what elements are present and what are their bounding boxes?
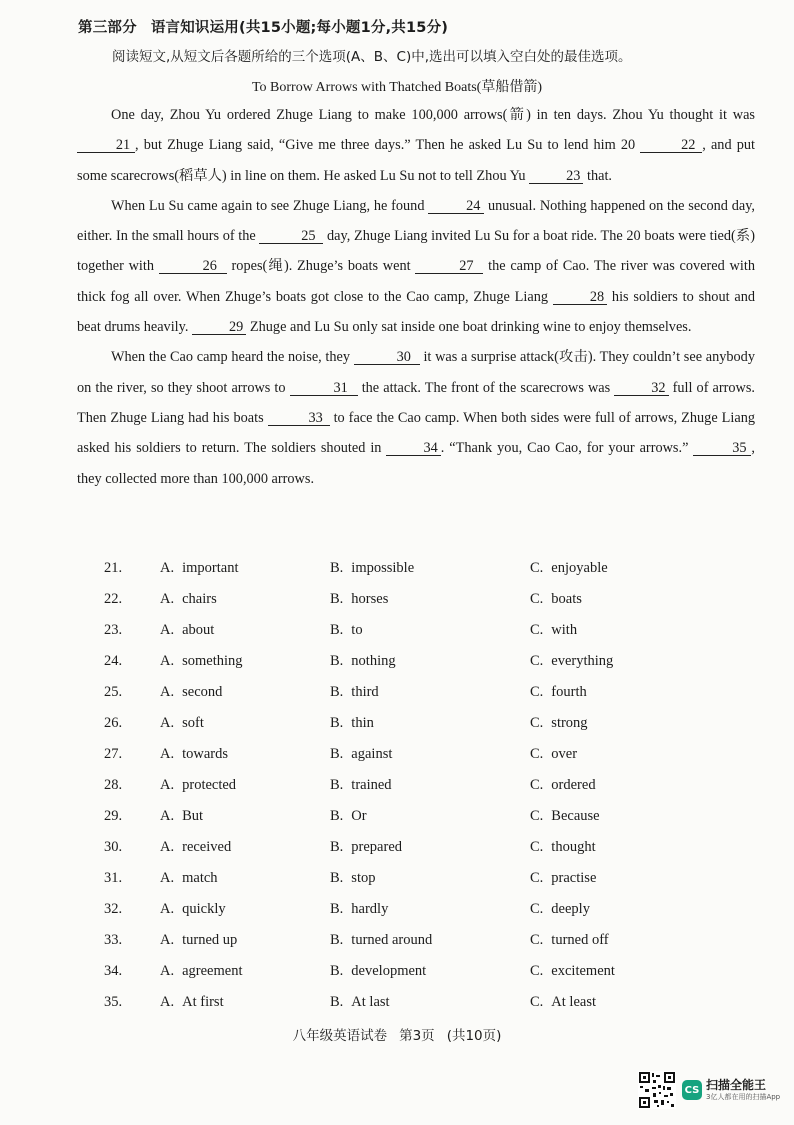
question-number-text: 25. xyxy=(104,684,123,700)
option-c xyxy=(530,622,577,639)
option-letter: C. xyxy=(530,560,544,576)
option-letter: A. xyxy=(160,808,175,824)
passage-text: day, Zhuge Liang invited Lu Su for a boat ride. The 20 boats were tied(系) together with xyxy=(77,228,755,275)
option-b xyxy=(330,715,530,732)
option-row xyxy=(104,801,704,832)
option-letter: B. xyxy=(330,839,344,855)
option-letter: B. xyxy=(330,901,344,917)
passage-text: Zhuge and Lu Su only sat inside one boat drinking wine to enjoy themselves. xyxy=(246,319,692,336)
option-c xyxy=(530,653,613,670)
option-letter: B. xyxy=(330,591,344,607)
qr-code-icon xyxy=(638,1071,676,1109)
option-letter: A. xyxy=(160,901,175,917)
option-a xyxy=(160,994,330,1011)
option-letter: C. xyxy=(530,839,544,855)
section-heading xyxy=(78,16,462,37)
option-letter: B. xyxy=(330,746,344,762)
question-number xyxy=(104,746,160,763)
question-number xyxy=(104,715,160,732)
instruction-text: 阅读短文,从短文后各题所给的三个选项(A、B、C)中,选出可以填入空白处的最佳选项。 xyxy=(112,49,632,65)
option-letter: A. xyxy=(160,653,175,669)
question-number xyxy=(104,870,160,887)
blank-21: 21 xyxy=(77,138,135,153)
option-letter: C. xyxy=(530,963,544,979)
question-number-text: 33. xyxy=(104,932,123,948)
option-a-text: protected xyxy=(182,777,237,793)
passage-text: , they collected more than 100,000 arrows. xyxy=(77,440,755,487)
option-b-text: development xyxy=(351,963,427,979)
paragraph-1 xyxy=(77,100,755,191)
option-c-text: over xyxy=(551,746,578,762)
camscanner-text xyxy=(706,1078,780,1102)
passage-text: the camp of Cao. The river was covered with thick fog all over. When Zhuge’s boats got close to the Cao camp, Zhuge Liang xyxy=(77,258,755,305)
footer-page-number: 第3页 xyxy=(399,1028,435,1044)
option-letter: C. xyxy=(530,622,544,638)
option-b xyxy=(330,560,530,577)
option-letter: A. xyxy=(160,746,175,762)
option-a-text: about xyxy=(182,622,215,638)
passage-text: it was a surprise attack(攻击). They couldn’t see anybody on the river, so they shoot arrows to xyxy=(77,349,755,396)
option-b-text: trained xyxy=(351,777,392,793)
option-letter: B. xyxy=(330,870,344,886)
option-b-text: horses xyxy=(351,591,389,607)
option-c xyxy=(530,839,596,856)
option-c-text: boats xyxy=(551,591,582,607)
option-a-text: important xyxy=(182,560,239,576)
options-list xyxy=(104,553,704,1018)
option-row xyxy=(104,956,704,987)
camscanner-name: 扫描全能王 xyxy=(706,1078,767,1092)
option-c-text: turned off xyxy=(551,932,609,948)
question-number-text: 35. xyxy=(104,994,123,1010)
option-letter: C. xyxy=(530,932,544,948)
option-b-text: stop xyxy=(351,870,376,886)
question-number xyxy=(104,808,160,825)
passage-text: One day, Zhou Yu ordered Zhuge Liang to make 100,000 arrows(箭) in ten days. Zhou Yu thought it was xyxy=(111,107,755,123)
passage-text: , but Zhuge Liang said, “Give me three days.” Then he asked Lu Su to lend him 20 xyxy=(135,137,641,154)
option-b xyxy=(330,963,530,980)
option-c-text: practise xyxy=(551,870,597,886)
option-b xyxy=(330,684,530,701)
option-a xyxy=(160,870,330,887)
question-number-text: 30. xyxy=(104,839,123,855)
option-b-text: prepared xyxy=(351,839,403,855)
option-row xyxy=(104,894,704,925)
option-b xyxy=(330,839,530,856)
blank-24: 24 xyxy=(428,199,484,214)
option-a-text: But xyxy=(182,808,204,824)
question-number xyxy=(104,932,160,949)
footer-page-total: (共10页) xyxy=(446,1028,502,1044)
option-letter: C. xyxy=(530,994,544,1010)
option-letter: A. xyxy=(160,932,175,948)
option-b xyxy=(330,994,530,1011)
option-letter: C. xyxy=(530,808,544,824)
option-letter: C. xyxy=(530,870,544,886)
option-letter: B. xyxy=(330,994,344,1010)
option-a-text: received xyxy=(182,839,232,855)
paragraph-3 xyxy=(77,342,755,493)
option-row xyxy=(104,925,704,956)
option-a xyxy=(160,622,330,639)
option-c-text: thought xyxy=(551,839,596,855)
option-row xyxy=(104,553,704,584)
option-a-text: turned up xyxy=(182,932,238,948)
option-c xyxy=(530,746,577,763)
option-c xyxy=(530,994,596,1011)
passage-text: unusual. Nothing happened on the second day, either. In the small hours of the xyxy=(77,197,755,245)
question-number-text: 26. xyxy=(104,715,123,731)
blank-23: 23 xyxy=(529,169,583,184)
option-b xyxy=(330,591,530,608)
option-c xyxy=(530,963,615,980)
question-number xyxy=(104,591,160,608)
option-letter: A. xyxy=(160,715,175,731)
question-number-text: 28. xyxy=(104,777,123,793)
option-letter: B. xyxy=(330,684,344,700)
option-letter: A. xyxy=(160,994,175,1010)
option-b xyxy=(330,622,530,639)
option-b xyxy=(330,808,530,825)
passage-text: his soldiers to shout and beat drums heavily. xyxy=(77,288,755,336)
blank-29: 29 xyxy=(192,320,246,335)
option-b xyxy=(330,746,530,763)
option-a-text: agreement xyxy=(182,963,243,979)
option-letter: C. xyxy=(530,684,544,700)
option-b-text: At last xyxy=(351,994,390,1010)
option-c xyxy=(530,777,596,794)
option-a xyxy=(160,839,330,856)
option-letter: B. xyxy=(330,963,344,979)
blank-32: 32 xyxy=(614,381,668,396)
blank-25: 25 xyxy=(259,229,323,244)
passage-text: ropes(绳). Zhuge’s boats went xyxy=(226,258,416,275)
option-letter: A. xyxy=(160,684,175,700)
blank-33: 33 xyxy=(268,411,330,426)
option-c xyxy=(530,808,600,825)
question-number-text: 22. xyxy=(104,591,123,607)
question-number-text: 24. xyxy=(104,653,123,669)
option-a-text: something xyxy=(182,653,243,669)
option-b xyxy=(330,932,530,949)
option-c xyxy=(530,684,587,701)
option-letter: A. xyxy=(160,622,175,638)
option-letter: B. xyxy=(330,653,344,669)
option-row xyxy=(104,987,704,1018)
question-number-text: 32. xyxy=(104,901,123,917)
option-letter: A. xyxy=(160,560,175,576)
question-number-text: 34. xyxy=(104,963,123,979)
option-c-text: strong xyxy=(551,715,588,731)
option-a-text: soft xyxy=(182,715,204,731)
option-row xyxy=(104,708,704,739)
option-row xyxy=(104,584,704,615)
option-a xyxy=(160,808,330,825)
blank-26: 26 xyxy=(159,259,227,274)
option-row xyxy=(104,739,704,770)
option-a-text: second xyxy=(182,684,223,700)
option-b-text: to xyxy=(351,622,363,638)
option-c xyxy=(530,932,609,949)
option-a xyxy=(160,560,330,577)
question-number-text: 23. xyxy=(104,622,123,638)
option-c xyxy=(530,560,608,577)
passage-text: . “Thank you, Cao Cao, for your arrows.” xyxy=(440,440,694,457)
option-a-text: chairs xyxy=(182,591,217,607)
blank-27: 27 xyxy=(415,259,483,274)
passage-text: that. xyxy=(583,167,613,184)
option-b xyxy=(330,901,530,918)
blank-31: 31 xyxy=(290,381,358,396)
option-a-text: towards xyxy=(182,746,229,762)
option-letter: C. xyxy=(530,715,544,731)
page-footer xyxy=(0,1024,794,1044)
footer-exam-name: 八年级英语试卷 xyxy=(292,1028,388,1044)
option-letter: C. xyxy=(530,653,544,669)
option-row xyxy=(104,677,704,708)
option-b-text: nothing xyxy=(351,653,396,669)
camscanner-tagline: 3亿人都在用的扫描App xyxy=(706,1093,781,1101)
option-letter: C. xyxy=(530,777,544,793)
blank-28: 28 xyxy=(553,290,607,305)
option-b-text: thin xyxy=(351,715,374,731)
blank-35: 35 xyxy=(693,441,751,456)
question-number xyxy=(104,994,160,1011)
passage-text: , and put some scarecrows(稻草人) in line on them. He asked Lu Su not to tell Zhou Yu xyxy=(77,137,755,184)
question-number-text: 31. xyxy=(104,870,123,886)
option-b-text: hardly xyxy=(351,901,389,917)
question-number-text: 29. xyxy=(104,808,123,824)
question-number xyxy=(104,653,160,670)
option-letter: C. xyxy=(530,901,544,917)
option-a xyxy=(160,963,330,980)
option-c xyxy=(530,870,596,887)
option-c xyxy=(530,591,582,608)
option-a xyxy=(160,777,330,794)
option-c-text: At least xyxy=(551,994,596,1010)
question-number-text: 21. xyxy=(104,560,123,576)
blank-22: 22 xyxy=(640,138,702,153)
passage-title: To Borrow Arrows with Thatched Boats(草船借箭) xyxy=(251,80,542,95)
question-number xyxy=(104,901,160,918)
option-c-text: enjoyable xyxy=(551,560,608,576)
option-letter: B. xyxy=(330,777,344,793)
option-c-text: Because xyxy=(551,808,600,824)
question-number xyxy=(104,560,160,577)
question-number xyxy=(104,622,160,639)
option-letter: C. xyxy=(530,591,544,607)
question-number xyxy=(104,963,160,980)
option-c-text: everything xyxy=(551,653,614,669)
scanner-watermark xyxy=(638,1071,780,1109)
option-letter: B. xyxy=(330,560,344,576)
option-b-text: impossible xyxy=(351,560,415,576)
option-letter: B. xyxy=(330,622,344,638)
option-c-text: deeply xyxy=(551,901,590,917)
passage-text: full of arrows. Then Zhuge Liang had his boats xyxy=(77,379,756,426)
option-b xyxy=(330,870,530,887)
option-b-text: Or xyxy=(351,808,367,824)
option-c-text: with xyxy=(551,622,578,638)
option-b-text: turned around xyxy=(351,932,433,948)
passage xyxy=(77,100,755,494)
option-b xyxy=(330,653,530,670)
option-letter: A. xyxy=(160,839,175,855)
option-a xyxy=(160,653,330,670)
option-row xyxy=(104,646,704,677)
option-letter: B. xyxy=(330,932,344,948)
question-number xyxy=(104,839,160,856)
option-a xyxy=(160,591,330,608)
option-a xyxy=(160,746,330,763)
option-letter: A. xyxy=(160,777,175,793)
passage-text: When Lu Su came again to see Zhuge Liang, he found xyxy=(111,197,429,214)
option-a xyxy=(160,901,330,918)
section-title: 语言知识运用(共15小题;每小题1分,共15分) xyxy=(150,20,449,36)
option-row xyxy=(104,863,704,894)
option-row xyxy=(104,832,704,863)
question-number-text: 27. xyxy=(104,746,123,762)
passage-text: to face the Cao camp. When both sides were full of arrows, Zhuge Liang asked his soldiers to return. The soldiers shouted in xyxy=(77,409,755,457)
blank-30: 30 xyxy=(354,350,420,365)
option-letter: A. xyxy=(160,870,175,886)
option-c xyxy=(530,715,588,732)
option-a xyxy=(160,715,330,732)
passage-text: the attack. The front of the scarecrows was xyxy=(357,379,615,396)
camscanner-logo-icon: CS xyxy=(682,1080,702,1100)
option-letter: A. xyxy=(160,591,175,607)
option-a-text: quickly xyxy=(182,901,226,917)
option-c-text: fourth xyxy=(551,684,587,700)
question-number xyxy=(104,684,160,701)
option-letter: A. xyxy=(160,963,175,979)
option-c-text: ordered xyxy=(551,777,596,793)
blank-34: 34 xyxy=(386,441,440,456)
passage-text: When the Cao camp heard the noise, they xyxy=(111,349,354,366)
option-c xyxy=(530,901,590,918)
option-letter: B. xyxy=(330,808,344,824)
question-number xyxy=(104,777,160,794)
option-letter: B. xyxy=(330,715,344,731)
option-row xyxy=(104,615,704,646)
option-a xyxy=(160,932,330,949)
option-b-text: against xyxy=(351,746,393,762)
option-letter: C. xyxy=(530,746,544,762)
option-b-text: third xyxy=(351,684,379,700)
option-a-text: match xyxy=(182,870,218,886)
option-a-text: At first xyxy=(182,994,224,1010)
paragraph-2 xyxy=(77,191,755,342)
option-c-text: excitement xyxy=(551,963,615,979)
option-b xyxy=(330,777,530,794)
option-a xyxy=(160,684,330,701)
option-row xyxy=(104,770,704,801)
section-part: 第三部分 xyxy=(78,20,137,36)
